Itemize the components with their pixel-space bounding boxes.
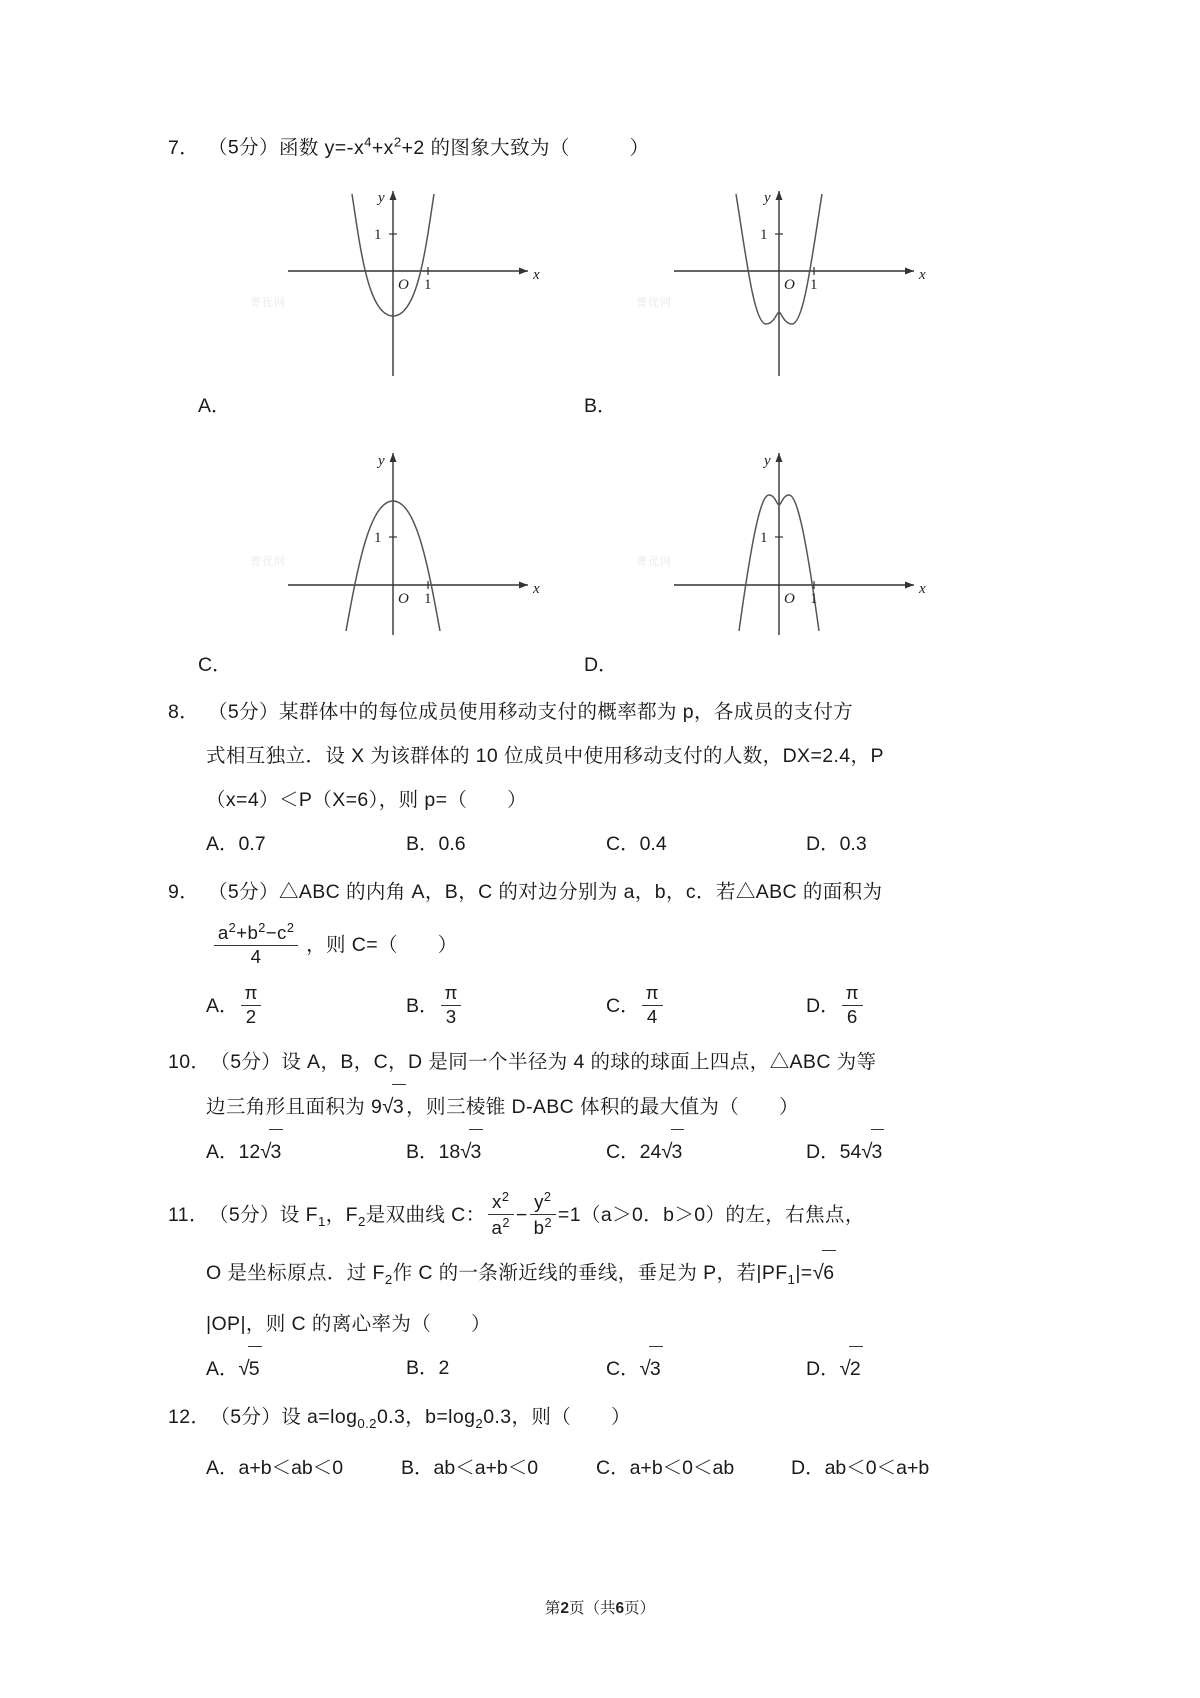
question-9-line-2 <box>168 914 968 976</box>
question-8-text-1: （5分）某群体中的每位成员使用移动支付的概率都为 p，各成员的支付方 <box>208 700 854 723</box>
minus-sign: − <box>515 1203 528 1226</box>
question-9-text-2: ，则 C=（ ） <box>306 933 458 956</box>
option-c-label: C． <box>606 1358 640 1381</box>
option-a-coef: 12 <box>238 1140 261 1163</box>
question-9-options <box>168 976 968 1036</box>
sqrt-radicand: 3 <box>649 1346 663 1391</box>
sqrt-icon: √3 <box>640 1346 663 1391</box>
question-11-number: 11． <box>168 1203 209 1226</box>
question-9-fraction <box>214 921 298 968</box>
option-c[interactable]: C．0.4 <box>606 832 667 855</box>
fraction-numerator: π <box>241 983 262 1006</box>
option-c-fraction <box>642 983 663 1028</box>
sqrt-icon: √3 <box>382 1084 406 1129</box>
sqrt-icon: √2 <box>840 1346 863 1391</box>
footer-total-pages: 6 <box>615 1600 625 1617</box>
option-b-label: B． <box>406 1140 439 1163</box>
fraction-denominator: 2 <box>245 1005 257 1027</box>
question-10-options <box>168 1129 968 1174</box>
sqrt-radicand: 3 <box>671 1129 685 1174</box>
subscript-f2: 2 <box>384 1272 393 1288</box>
option-a[interactable] <box>206 976 406 1036</box>
indent <box>168 1446 206 1490</box>
fraction-numerator: $x^2$ <box>488 1190 514 1215</box>
svg-text:1: 1 <box>810 590 818 607</box>
footer-suffix: 页） <box>624 1600 656 1617</box>
svg-text:x: x <box>533 266 540 283</box>
sqrt-icon: √3 <box>661 1129 684 1174</box>
question-7-stem <box>168 120 968 170</box>
indent <box>168 1129 206 1174</box>
question-7 <box>168 120 968 680</box>
option-b[interactable] <box>406 1129 606 1174</box>
svg-text:y: y <box>378 452 385 469</box>
graph-option-d <box>614 435 944 650</box>
question-7-text: 函数 $y=‐x^4+x^2+2$ 的图象大致为（ ） <box>278 134 650 159</box>
question-8-line-1 <box>168 690 968 734</box>
fraction-denominator: 4 <box>250 945 262 967</box>
option-c-label: C． <box>606 994 640 1017</box>
option-b[interactable] <box>406 976 606 1036</box>
question-11-text-1d: =1（a＞0．b＞0）的左，右焦点， <box>557 1203 865 1226</box>
graph-label-c: C． <box>198 653 232 676</box>
option-d[interactable]: D．ab＜0＜a+b <box>791 1457 930 1480</box>
question-10-text-2a: 边三角形且面积为 9 <box>206 1095 383 1118</box>
fraction-denominator: $b^2$ <box>533 1214 552 1239</box>
subscript-f1: 1 <box>317 1213 326 1229</box>
option-d-fraction <box>842 983 863 1028</box>
svg-text:1: 1 <box>810 276 818 293</box>
option-a-label: A． <box>206 994 239 1017</box>
footer-mid: 页（共 <box>568 1600 616 1617</box>
question-7-number: 7． <box>168 136 200 159</box>
option-d-label: D． <box>806 994 840 1017</box>
question-12-line-1 <box>168 1395 968 1446</box>
svg-text:x: x <box>533 580 540 597</box>
hyperbola-fraction-y <box>530 1190 556 1239</box>
option-c[interactable]: C．a+b＜0＜ab <box>596 1457 735 1480</box>
indent <box>168 976 206 1036</box>
sqrt-radicand: 3 <box>871 1129 885 1174</box>
svg-text:1: 1 <box>760 226 768 243</box>
option-b-value: 2 <box>438 1357 450 1380</box>
option-b-label: B． <box>406 1357 439 1380</box>
indent <box>168 1346 206 1391</box>
watermark: 菁优网 <box>636 296 672 309</box>
fraction-denominator: $a^2$ <box>491 1214 510 1239</box>
question-11-line-2 <box>168 1250 968 1302</box>
hyperbola-fraction-x <box>488 1190 514 1239</box>
question-12-text-1c: 0.3，则（ ） <box>483 1406 631 1429</box>
subscript-f1: 1 <box>787 1272 796 1288</box>
svg-text:y: y <box>378 189 385 206</box>
graph-row-ab <box>228 176 968 391</box>
question-7-graphs <box>168 176 968 680</box>
graph-label-b: B． <box>584 394 617 417</box>
subscript-base-02: 0.2 <box>357 1416 377 1432</box>
sqrt-icon: √5 <box>239 1346 262 1391</box>
watermark: 菁优网 <box>250 296 286 309</box>
svg-text:O: O <box>784 590 795 607</box>
question-9-line-1 <box>168 870 968 914</box>
question-12 <box>168 1395 968 1490</box>
question-10-line-1 <box>168 1040 968 1084</box>
page-footer <box>0 1594 1200 1620</box>
question-9 <box>168 870 968 1036</box>
option-a[interactable]: A．0.7 <box>206 832 266 855</box>
option-c[interactable] <box>606 976 806 1036</box>
footer-page-number: 2 <box>560 1600 569 1617</box>
sqrt-radicand: 3 <box>269 1129 283 1174</box>
question-7-score: （5分） <box>208 136 279 159</box>
question-8 <box>168 690 968 866</box>
question-8-line-3 <box>168 778 968 822</box>
question-10-text-2b: ，则三棱锥 D‐ABC 体积的最大值为（ ） <box>406 1095 799 1118</box>
question-10-number: 10． <box>168 1050 211 1073</box>
option-b-label: B． <box>406 994 439 1017</box>
svg-text:O: O <box>398 276 409 293</box>
option-a[interactable]: A．a+b＜ab＜0 <box>206 1457 344 1480</box>
question-12-options <box>168 1446 968 1490</box>
option-b-fraction <box>441 983 462 1028</box>
graph-labels-cd <box>198 650 968 680</box>
subscript-f2: 2 <box>357 1213 366 1229</box>
question-11-text-3: |OP|，则 C 的离心率为（ ） <box>206 1313 491 1336</box>
question-9-number: 9． <box>168 880 200 903</box>
fraction-numerator: $a^2+b^2-c^2$ <box>214 921 298 946</box>
svg-text:y: y <box>764 452 771 469</box>
graph-label-a: A． <box>198 394 231 417</box>
option-a[interactable] <box>206 1346 406 1391</box>
sqrt-icon: √3 <box>861 1129 884 1174</box>
sqrt-icon: √3 <box>460 1129 483 1174</box>
question-10 <box>168 1040 968 1174</box>
question-8-line-2 <box>168 734 968 778</box>
watermark: 菁优网 <box>636 555 672 568</box>
page-content <box>168 120 968 1494</box>
sqrt-radicand: 2 <box>849 1346 863 1391</box>
fraction-numerator: π <box>642 983 663 1006</box>
question-8-options <box>168 822 968 866</box>
fraction-denominator: 6 <box>846 1005 858 1027</box>
option-c[interactable] <box>606 1346 806 1391</box>
option-a-label: A． <box>206 1358 239 1381</box>
watermark: 菁优网 <box>250 555 286 568</box>
option-d[interactable] <box>806 1346 863 1391</box>
option-a[interactable] <box>206 1129 406 1174</box>
question-8-text-3: （x=4）＜P（X=6），则 p=（ ） <box>206 788 528 811</box>
graph-option-a <box>228 176 558 391</box>
graph-option-b <box>614 176 944 391</box>
indent <box>168 822 206 866</box>
question-9-text-1: （5分）△ABC 的内角 A，B，C 的对边分别为 a，b，c．若△ABC 的面积为 <box>208 880 883 903</box>
svg-text:x: x <box>919 266 926 283</box>
fraction-denominator: 4 <box>646 1005 658 1027</box>
question-12-number: 12． <box>168 1406 211 1429</box>
question-11 <box>168 1186 968 1392</box>
question-11-text-1c: 是双曲线 C： <box>365 1203 486 1226</box>
fraction-numerator: $y^2$ <box>530 1190 556 1215</box>
sqrt-radicand: 6 <box>822 1250 836 1295</box>
option-b-coef: 18 <box>438 1140 461 1163</box>
option-d[interactable] <box>806 1129 884 1174</box>
question-10-line-2 <box>168 1084 968 1129</box>
question-12-text-1a: （5分）设 a=log <box>210 1406 358 1429</box>
option-b[interactable] <box>406 1346 606 1391</box>
option-a-label: A． <box>206 1140 239 1163</box>
sqrt-icon: √6 <box>813 1250 837 1295</box>
question-11-text-2a: O 是坐标原点．过 F <box>206 1262 385 1285</box>
option-d[interactable] <box>806 976 865 1036</box>
option-b[interactable]: B．ab＜a+b＜0 <box>401 1457 539 1480</box>
sqrt-icon: √3 <box>260 1129 283 1174</box>
graph-labels-ab <box>198 391 968 421</box>
subscript-base-2: 2 <box>475 1416 484 1432</box>
question-11-options <box>168 1346 968 1391</box>
svg-text:O: O <box>784 276 795 293</box>
question-8-text-2: 式相互独立．设 X 为该群体的 10 位成员中使用移动支付的人数，DX=2.4，P <box>206 744 884 767</box>
page-number-box <box>535 1594 665 1620</box>
graph-label-d: D． <box>584 653 618 676</box>
question-8-number: 8． <box>168 700 200 723</box>
svg-text:1: 1 <box>374 529 382 546</box>
footer-prefix: 第 <box>544 1600 561 1617</box>
svg-text:1: 1 <box>424 276 432 293</box>
graph-option-c <box>228 435 558 650</box>
option-c-label: C． <box>606 1140 640 1163</box>
svg-text:y: y <box>764 189 771 206</box>
question-11-text-2b: 作 C 的一条渐近线的垂线，垂足为 P，若|PF <box>392 1262 788 1285</box>
question-11-text-1b: ，F <box>325 1203 358 1226</box>
option-a-fraction <box>241 983 262 1028</box>
svg-text:x: x <box>919 580 926 597</box>
fraction-denominator: 3 <box>445 1005 457 1027</box>
question-11-text-1a: （5分）设 F <box>208 1203 318 1226</box>
question-12-text-1b: 0.3，b=log <box>376 1406 476 1429</box>
question-11-line-1 <box>168 1186 968 1251</box>
option-c-coef: 24 <box>639 1140 662 1163</box>
sqrt-radicand: 3 <box>392 1084 406 1129</box>
svg-text:1: 1 <box>760 529 768 546</box>
svg-text:1: 1 <box>424 590 432 607</box>
question-11-line-3 <box>168 1302 968 1346</box>
graph-row-cd <box>228 435 968 650</box>
option-d-label: D． <box>806 1140 840 1163</box>
sqrt-radicand: 3 <box>469 1129 483 1174</box>
fraction-numerator: π <box>842 983 863 1006</box>
question-10-text-1: （5分）设 A，B，C，D 是同一个半径为 4 的球的球面上四点，△ABC 为等 <box>210 1050 877 1073</box>
option-d-label: D． <box>806 1358 840 1381</box>
option-b[interactable]: B．0.6 <box>406 832 466 855</box>
question-11-text-2c: |= <box>795 1262 813 1285</box>
fraction-numerator: π <box>441 983 462 1006</box>
option-c[interactable] <box>606 1129 806 1174</box>
option-d-coef: 54 <box>839 1140 862 1163</box>
sqrt-radicand: 5 <box>248 1346 262 1391</box>
svg-text:O: O <box>398 590 409 607</box>
option-d[interactable]: D．0.3 <box>806 832 867 855</box>
svg-text:1: 1 <box>374 226 382 243</box>
